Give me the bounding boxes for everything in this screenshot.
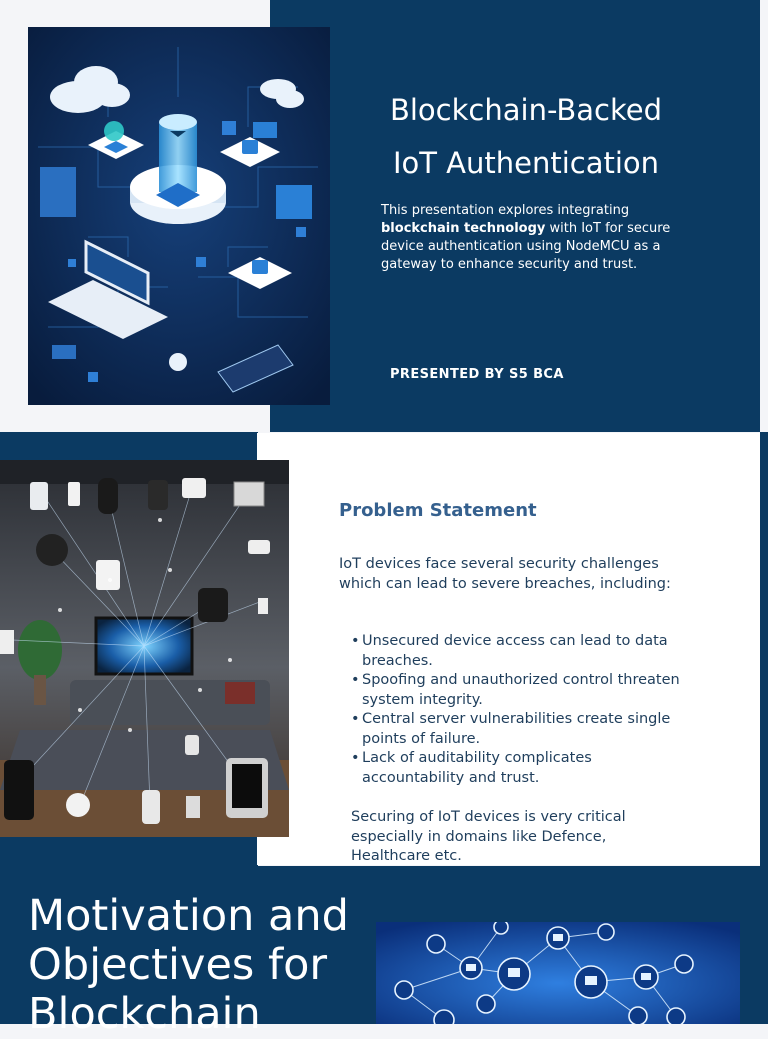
blockchain-iot-illustration [28,27,330,405]
smart-home-photo [0,460,289,837]
problem-intro: IoT devices face several security challenges which can lead to severe breaches, including: [339,556,671,592]
description-text-end: with IoT for secure device authentication using NodeMCU as a gateway to enhance security and trust. [381,221,671,272]
slide1-title-line1: Blockchain-Backed [389,93,663,127]
problem-bullet: • Central server vulnerabilities create single points of failure. [351,710,686,749]
device-network-image [376,922,740,1024]
problem-bullet-list [351,632,686,788]
slide2-edge [760,432,768,866]
slide1-title-line2: IoT Authentication [392,146,660,180]
presenter-label: PRESENTED BY S5 BCA [390,367,564,382]
problem-bullet: • Unsecured device access can lead to data breaches. [351,632,686,671]
problem-bullet: • Lack of auditability complicates accountability and trust. [351,749,686,788]
description-text: This presentation explores integrating [381,203,630,218]
slide1-description [381,202,681,274]
problem-bullet: • Spoofing and unauthorized control threaten system integrity. [351,671,686,710]
problem-closing: Securing of IoT devices is very critical especially in domains like Defence, Healthcare etc. [351,809,626,864]
slide3-title: Motivation and Objectives for Blockchain [28,891,349,1039]
slide1-edge [760,0,768,432]
slide1-title [346,84,706,190]
problem-statement-heading: Problem Statement [339,500,537,521]
description-emphasis: blockchain technology [381,221,546,236]
